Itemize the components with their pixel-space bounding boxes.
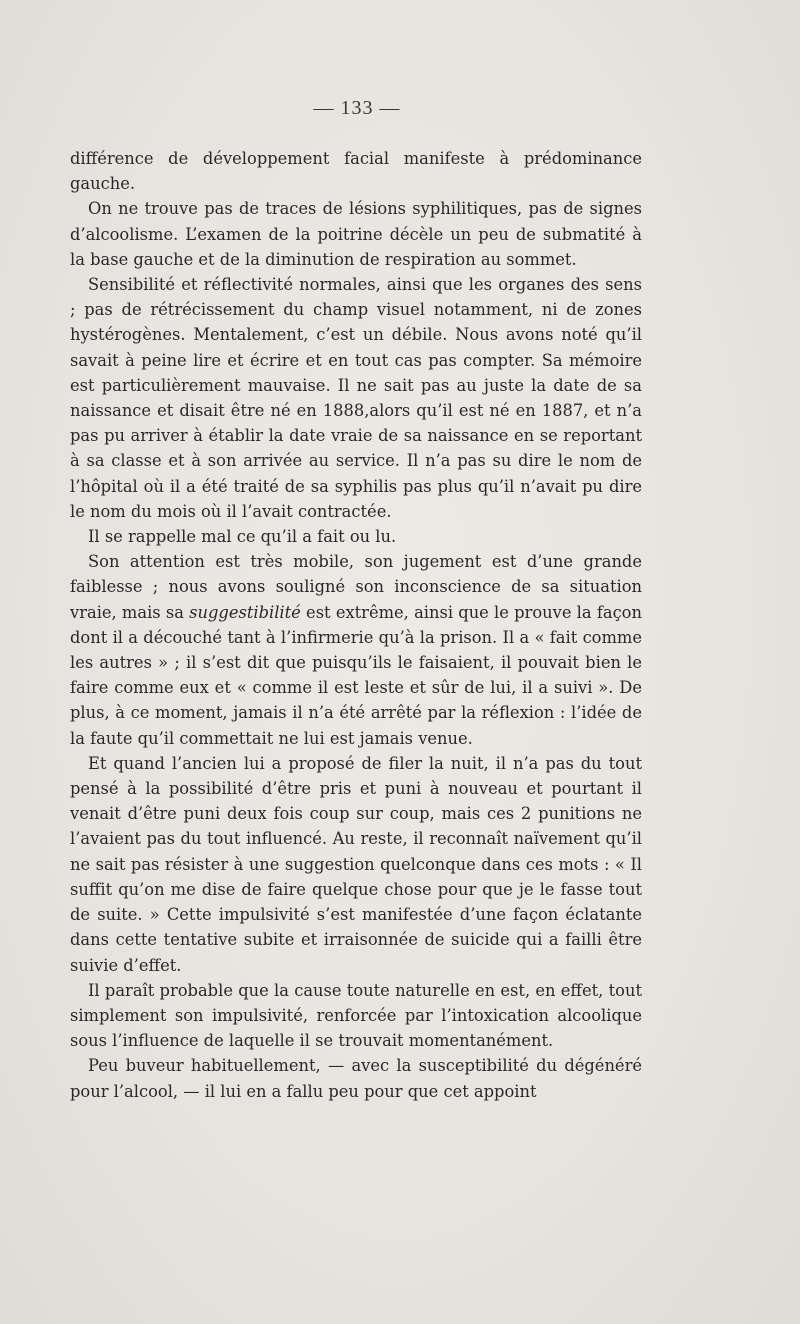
paragraph-text: Il paraît probable que la cause toute naturelle en est, en effet, tout simplement son impulsivité, renforcée par l’intoxication alcoolique sous l’influence de laquelle il se trouvait momentanément.: [70, 980, 642, 1051]
paragraph: [70, 524, 642, 549]
paragraph: [70, 978, 642, 1054]
paragraph: [70, 146, 642, 196]
paragraph-text: Sensibilité et réflectivité normales, ainsi que les organes des sens ; pas de rétrécissement du champ visuel notamment, ni de zones hystérogènes. Mentalement, c’est un débile. Nous avons noté qu’il savait à peine lire et écrire et en tout cas pas compter. Sa mémoire est particulièrement mauvaise. Il ne sait pas au juste la date de sa naissance et disait être né en 1888,alors qu’il est né en 1887, et n’a pas pu arriver à établir la date vraie de sa naissance en se reportant à sa classe et à son arrivée au service. Il n’a pas su dire le nom de l’hôpital où il a été traité de sa syphilis pas plus qu’il n’avait pu dire le nom du mois où il l’avait contractée.: [70, 275, 642, 521]
body-text: [70, 146, 642, 1104]
paragraph: [70, 549, 642, 751]
paragraph: [70, 272, 642, 524]
paragraph-text: Il se rappelle mal ce qu’il a fait ou lu.: [88, 527, 397, 547]
paragraph-text: Peu buveur habituellement, — avec la susceptibilité du dégénéré pour l’alcool, — il lui en a fallu peu pour que cet appoint: [70, 1056, 642, 1101]
page-number: — 133 —: [313, 97, 401, 119]
paragraph: [70, 196, 642, 272]
paragraph: [70, 751, 642, 978]
paragraph-text: différence de développement facial manifeste à prédominance gauche.: [70, 149, 642, 194]
paragraph-text: Et quand l’ancien lui a proposé de filer la nuit, il n’a pas du tout pensé à la possibilité d’être pris et puni à nouveau et pourtant il venait d’être puni deux fois coup sur coup, mais ces 2 punitions ne l’avaient pas du tout influencé. Au reste, il reconnaît naïvement qu’il ne sait pas résister à une suggestion quelconque dans ces mots : « Il suffit qu’on me dise de faire quelque chose pour que je le fasse tout de suite. » Cette impulsivité s’est manifestée d’une façon éclatante dans cette tentative subite et irraisonnée de suicide qui a failli être suivie d’effet.: [70, 753, 642, 975]
emphasized-text: suggestibilité: [189, 602, 301, 622]
paragraph: [70, 1053, 642, 1103]
paragraph-text: Son attention est très mobile, son jugement est d’une grande faiblesse ; nous avons souligné son inconscience de sa situation vraie, mais sa: [70, 552, 642, 622]
paragraph-text: est extrême, ainsi que le prouve la façon dont il a découché tant à l’infirmerie qu’à la prison. Il a « fait comme les autres » ; il s’est dit que puisqu’ils le faisaient, il pouvait bien le faire comme eux et « comme il est leste et sûr de lui, il a suivi ». De plus, à ce moment, jamais il n’a été arrêté par la réflexion : l’idée de la faute qu’il commettait ne lui est jamais venue.: [70, 602, 642, 748]
paragraph-text: On ne trouve pas de traces de lésions syphilitiques, pas de signes d’alcoolisme. L’examen de la poitrine décèle un peu de submatité à la base gauche et de la diminution de respiration au sommet.: [70, 199, 642, 269]
